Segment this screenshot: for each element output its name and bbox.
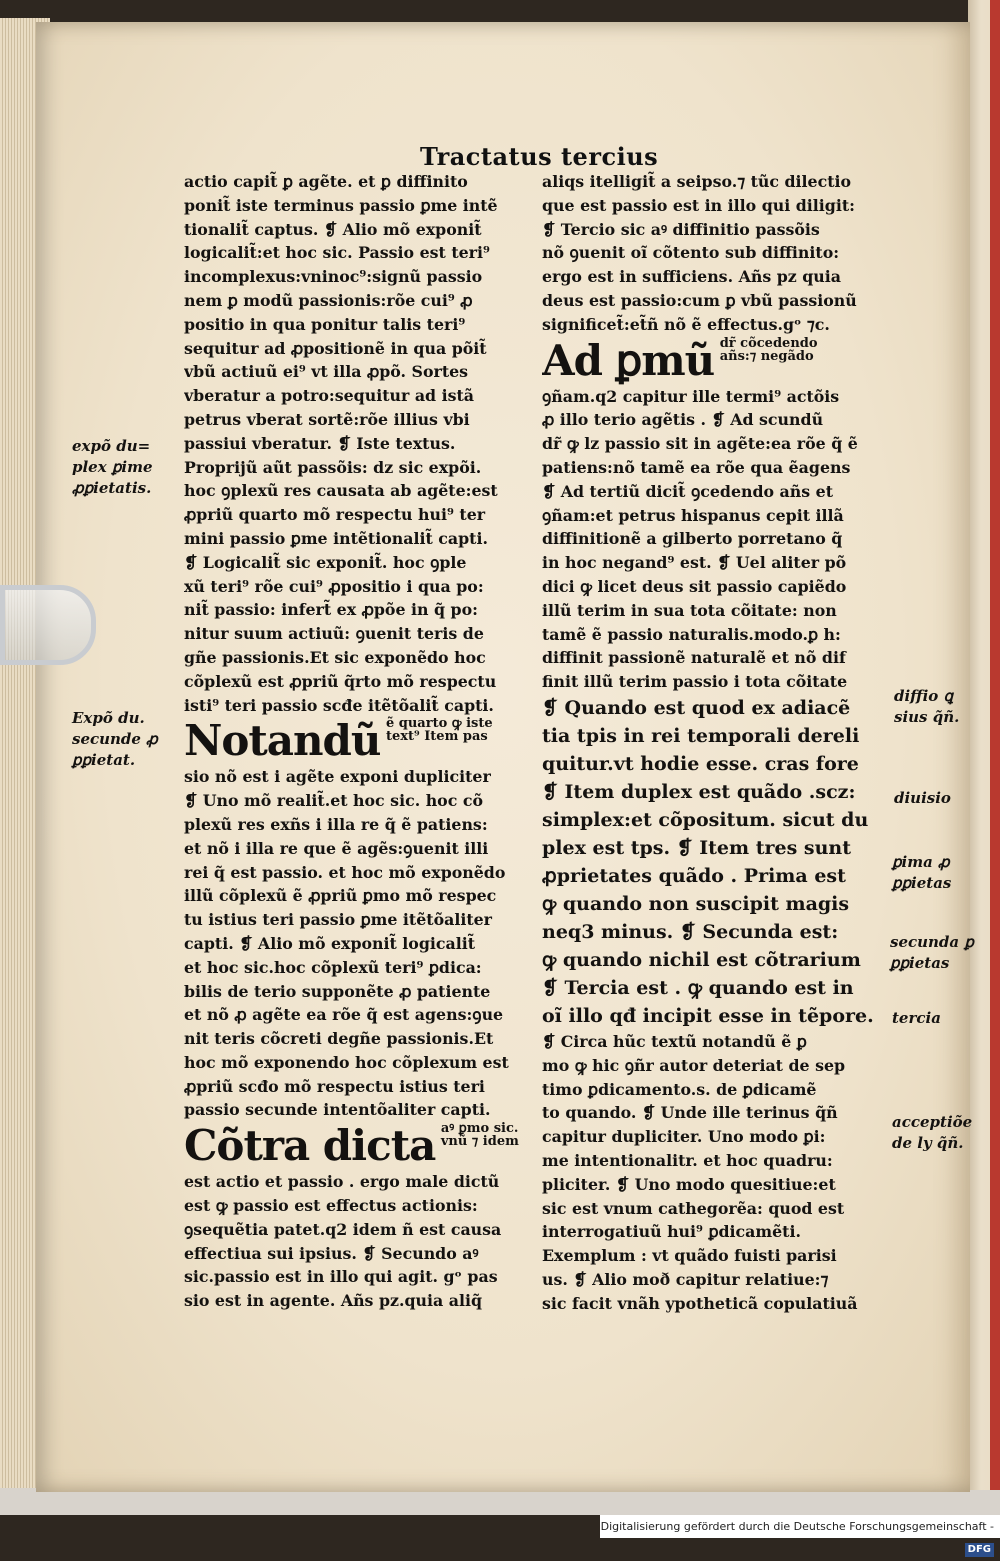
text-line: significet̃:et̃ñ nõ ẽ effectus.gᵒ ⁊c. (542, 314, 830, 334)
text-line: Proprijũ aũt passõis: dz sic expõi. (184, 457, 482, 477)
text-line: ❡ Tercia est . ꝙ quando est in (542, 976, 854, 999)
text-line: us. ❡ Alio moð capitur relatiue:⁊ (542, 1269, 829, 1289)
margin-note-line: ꝑꝑietas (890, 954, 950, 972)
text-line: et hoc sic.hoc cõplexũ teri⁹ ꝑdica: (184, 957, 482, 977)
text-line: passio secunde intentõaliter capti. (184, 1100, 491, 1120)
text-line: ꝯñam:et petrus hispanus cepit illã (542, 505, 844, 525)
text-line: bilis de terio supponẽte ꝓ patiente (184, 981, 491, 1001)
text-line: ꝓprietates quãdo . Prima est (542, 864, 846, 887)
text-line: hoc mõ exponendo hoc cõplexum est (184, 1052, 509, 1072)
text-line: nit̃ passio: infert̃ ex ꝓpõe in q̃ po: (184, 600, 478, 620)
margin-note-line: ꝑꝑietat. (72, 751, 136, 769)
page-clip-icon (0, 585, 96, 665)
text-line: illũ terim in sua tota cõitate: non (542, 600, 837, 620)
adprimu-rest-2: añs:⁊ negãdo (719, 348, 814, 364)
text-line: incomplexus:vninoc⁹:signũ passio (184, 267, 483, 287)
text-line: sic est vnum cathegorẽa: quod est (542, 1198, 845, 1218)
margin-note-left-1 (72, 436, 153, 499)
right-column-block-1 (542, 170, 892, 337)
margin-note-line: tercia (892, 1009, 941, 1027)
text-line: mo ꝙ hic ꝯñr autor deteriat de sep (542, 1055, 846, 1075)
margin-note-line: secunde ꝓ (72, 730, 158, 748)
adprimu-rest-1: dr̃ cõcedendo (719, 335, 818, 351)
right-column-block-4 (542, 1030, 892, 1316)
text-line: gñe passionis.Et sic exponẽdo hoc (184, 647, 486, 667)
text-line: vberatur a potro:sequitur ad istã (184, 386, 475, 406)
text-line: est actio et passio . ergo male dictũ (184, 1172, 500, 1192)
text-line: Exemplum : vt quãdo fuisti parisi (542, 1246, 837, 1266)
footer-text: Digitalisierung gefördert durch die Deutsche Forschungsgemeinschaft - (600, 1520, 994, 1533)
left-column-block-1 (184, 170, 536, 717)
text-line: logicalit̃:et hoc sic. Passio est teri⁹ (184, 243, 490, 263)
text-line: xũ teri⁹ rõe cui⁹ ꝓpositio i qua po: (184, 576, 484, 596)
cotra-rest-1: aꝰ ꝑmo sic. (440, 1121, 519, 1137)
text-line: finit illũ terim passio i tota cõitate (542, 672, 848, 692)
text-line: et nõ ꝓ agẽte ea rõe q̃ est agens:ꝯue (184, 1005, 504, 1025)
text-line: nõ ꝯuenit oĩ cõtento sub diffinito: (542, 243, 840, 263)
text-line: mini passio ꝑme intẽtionalit̃ capti. (184, 528, 488, 548)
margin-note-line: secunda ꝑ (890, 933, 974, 951)
initial-notandu-line (184, 717, 536, 765)
text-line: plexũ res exñs i illa re q̃ ẽ patiens: (184, 814, 488, 834)
margin-note-line: sius q̃ñ. (894, 708, 960, 726)
right-column-block-3 (542, 694, 892, 1030)
left-column (184, 170, 536, 1313)
margin-note-right-3 (892, 852, 951, 894)
text-line: capitur dupliciter. Uno modo ꝑi: (542, 1127, 826, 1147)
text-line: sio nõ est i agẽte exponi dupliciter (184, 767, 491, 787)
text-line: petrus vberat sortẽ:rõe illius vbi (184, 409, 470, 429)
left-column-block-2 (184, 765, 536, 1122)
margin-note-line: ꝑima ꝓ (892, 853, 950, 871)
margin-note-line: Expõ du. (72, 709, 145, 727)
text-line: cõplexũ est ꝓpriũ q̃rto mõ respectu (184, 671, 497, 691)
text-line: neq3 minus. ❡ Secunda est: (542, 920, 839, 943)
text-line: et nõ i illa re que ẽ agẽs:ꝯuenit illi (184, 838, 489, 858)
margin-note-right-2 (894, 788, 951, 809)
text-line: est ꝙ passio est effectus actionis: (184, 1196, 478, 1216)
running-head: Tractatus tercius (420, 142, 659, 171)
red-page-edge (990, 0, 1000, 1490)
text-line: me intentionalitr. et hoc quadru: (542, 1150, 833, 1170)
text-line: plex est tps. ❡ Item tres sunt (542, 836, 851, 859)
text-line: ❡ Uno mõ realit̃.et hoc sic. hoc cõ (184, 791, 483, 811)
margin-note-line: expõ du= (72, 437, 151, 455)
right-column (542, 170, 892, 1316)
text-line: ꝓpriũ quarto mõ respectu hui⁹ ter (184, 505, 486, 525)
margin-note-line: ꝑꝑietas (892, 874, 952, 892)
text-line: ❡ Item duplex est quãdo .scz: (542, 780, 856, 803)
text-line: illũ cõplexũ ẽ ꝓpriũ ꝑmo mõ respec (184, 886, 497, 906)
margin-note-right-4 (890, 932, 974, 974)
text-line: ꝓpriũ scđo mõ respectu istius teri (184, 1076, 485, 1096)
text-line: timo ꝑdicamento.s. de ꝑdicamẽ (542, 1079, 817, 1099)
text-line: actio capit̃ ꝑ agẽte. et ꝑ diffinito (184, 172, 468, 191)
dfg-logo: DFG (965, 1543, 994, 1557)
text-line: diffinit passionẽ naturalẽ et nõ dif (542, 648, 846, 668)
initial-notandu: Notandũ (184, 716, 381, 766)
text-line: to quando. ❡ Unde ille terinus q̃ñ (542, 1103, 838, 1123)
text-line: quitur.vt hodie esse. cras fore (542, 752, 859, 775)
text-line: ❡ Ad tertiũ dicit̃ ꝯcedendo añs et (542, 481, 834, 501)
text-line: tia tpis in rei temporali dereli (542, 724, 860, 747)
text-line: pliciter. ❡ Uno modo quesitiue:et (542, 1174, 836, 1194)
text-line: sic facit vnãh ypotheticã copulatiuã (542, 1293, 858, 1313)
margin-note-line: de ly q̃ñ. (892, 1134, 964, 1152)
notandu-rest-1: ẽ quarto ꝙ iste (385, 716, 493, 732)
text-line: simplex:et cõpositum. sicut du (542, 808, 869, 831)
margin-note-line: diuisio (894, 789, 951, 807)
initial-cotra: Cõtra dicta (184, 1121, 436, 1171)
text-line: nitur suum actiuũ: ꝯuenit teris de (184, 624, 484, 644)
initial-notandu-continuation (386, 717, 493, 743)
text-line: nit teris cõcreti degñe passionis.Et (184, 1029, 494, 1049)
cotra-rest-2: vnũ ⁊ idem (440, 1134, 519, 1150)
text-line: sequitur ad ꝓpositionẽ in qua põit̃ (184, 338, 487, 358)
text-line: rei q̃ est passio. et hoc mõ exponẽdo (184, 862, 506, 882)
margin-note-line: ꝓꝑietatis. (72, 479, 152, 497)
text-line: passiui vberatur. ❡ Iste textus. (184, 433, 456, 453)
text-line: effectiua sui ipsius. ❡ Secundo aꝰ (184, 1243, 479, 1263)
initial-adprimu-continuation (720, 337, 818, 363)
text-line: oĩ illo qđ incipit esse in tẽpore. (542, 1004, 874, 1027)
text-line: nem ꝑ modũ passionis:rõe cui⁹ ꝓ (184, 290, 473, 310)
text-line: positio in qua ponitur talis teri⁹ (184, 314, 466, 334)
margin-note-line: acceptiõe (892, 1113, 973, 1131)
text-line: patiens:nõ tamẽ ea rõe qua ẽagens (542, 457, 851, 477)
text-line: aliqs itelligit̃ a seipso.⁊ tũc dilectio (542, 172, 852, 191)
text-line: ꝓ illo terio agẽtis . ❡ Ad scundũ (542, 410, 824, 430)
margin-note-right-6 (892, 1112, 972, 1154)
text-line: ❡ Tercio sic aꝰ diffinitio passõis (542, 219, 820, 239)
text-line: dici ꝙ licet deus sit passio capiẽdo (542, 576, 847, 596)
text-line: ergo est in sufficiens. Añs pz quia (542, 267, 841, 287)
text-line: deus est passio:cum ꝑ vbũ passionũ (542, 290, 857, 310)
margin-note-right-5 (892, 1008, 941, 1029)
text-line: sio est in agente. Añs pz.quia aliq̃ (184, 1291, 483, 1311)
text-line: ❡ Logicalit̃ sic exponit̃. hoc ꝯple (184, 552, 467, 572)
footer-bar (600, 1515, 1000, 1555)
margin-note-line: diffio ꝗ (894, 687, 954, 705)
text-line: vbũ actiuũ ei⁹ vt illa ꝓpõ. Sortes (184, 362, 469, 382)
margin-note-right-1 (894, 686, 959, 728)
text-line: isti⁹ teri passio scđe itẽtõalit̃ capti. (184, 695, 494, 715)
text-line: tionalit̃ captus. ❡ Alio mõ exponit̃ (184, 219, 482, 239)
text-line: hoc ꝯplexũ res causata ab agẽte:est (184, 481, 498, 501)
margin-note-left-2 (72, 708, 158, 771)
text-line: ❡ Circa hũc textũ notandũ ẽ ꝑ (542, 1031, 807, 1051)
initial-cotra-line (184, 1122, 536, 1170)
text-line: interrogatiuũ hui⁹ ꝑdicamẽti. (542, 1222, 801, 1242)
initial-adprimu-line (542, 337, 892, 385)
text-line: ponit̃ iste terminus passio ꝑme intẽ (184, 195, 498, 215)
text-line: ꝙ quando non suscipit magis (542, 892, 850, 915)
text-line: in hoc negand⁹ est. ❡ Uel aliter põ (542, 553, 847, 573)
right-column-block-2 (542, 385, 892, 694)
margin-note-line: plex ꝑime (72, 458, 153, 476)
text-line: dr̃ ꝙ lz passio sit in agẽte:ea rõe q̃ ẽ (542, 434, 858, 454)
text-line: ꝙ quando nichil est cõtrarium (542, 948, 861, 971)
text-line: sic.passio est in illo qui agit. gᵒ pas (184, 1267, 498, 1287)
text-line: diffinitionẽ a gilberto porretano q̃ (542, 529, 843, 549)
text-line: ꝯñam.q2 capitur ille termi⁹ actõis (542, 386, 840, 406)
text-line: tu istius teri passio ꝑme itẽtõaliter (184, 910, 493, 930)
text-line: ꝯsequẽtia patet.q2 idem ñ est causa (184, 1219, 502, 1239)
notandu-rest-2: text⁹ Item pas (385, 729, 488, 745)
text-line: que est passio est in illo qui diligit: (542, 195, 855, 215)
text-line: capti. ❡ Alio mõ exponit̃ logicalit̃ (184, 933, 476, 953)
initial-adprimu: Ad ꝑmũ (542, 335, 715, 385)
initial-cotra-continuation (441, 1122, 519, 1148)
left-column-block-3 (184, 1170, 536, 1313)
text-line: ❡ Quando est quod ex adiacẽ (542, 696, 851, 719)
text-line: tamẽ ẽ passio naturalis.modo.ꝑ h: (542, 624, 841, 644)
